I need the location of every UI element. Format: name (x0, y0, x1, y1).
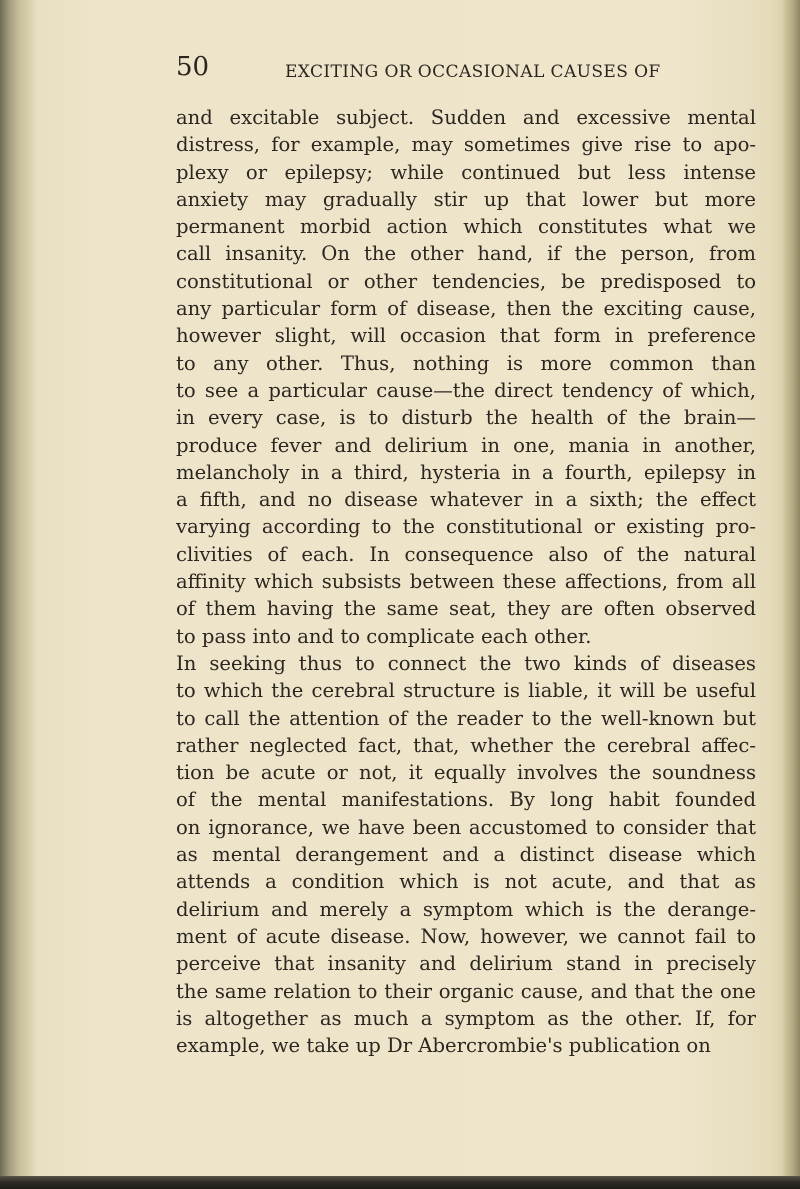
text-line: constitutional or other tendencies, be predisposed to (176, 269, 756, 293)
page-bottom-edge (0, 1176, 800, 1189)
text-line: to any other. Thus, nothing is more common than (176, 351, 756, 375)
page-header (176, 52, 762, 86)
text-line: In seeking thus to connect the two kinds of diseases (176, 651, 756, 675)
page-number: 50 (176, 52, 210, 82)
text-line: in every case, is to disturb the health of the brain— (176, 406, 756, 430)
text-line: produce fever and delirium in one, mania in another, (176, 433, 756, 457)
text-line: on ignorance, we have been accustomed to consider that (176, 815, 756, 839)
text-line: clivities of each. In consequence also of the natural (176, 542, 756, 566)
text-line: the same relation to their organic cause, and that the one (176, 979, 756, 1003)
text-line: example, we take up Dr Abercrombie's publication on (176, 1034, 711, 1058)
running-title: EXCITING OR OCCASIONAL CAUSES OF (285, 62, 661, 82)
text-line: as mental derangement and a distinct disease which (176, 843, 756, 867)
text-line: to see a particular cause—the direct tendency of which, (176, 378, 756, 402)
text-line: ment of acute disease. Now, however, we cannot fail to (176, 924, 756, 948)
text-line: tion be acute or not, it equally involves the soundness (176, 761, 756, 785)
text-line: to call the attention of the reader to the well-known but (176, 706, 756, 730)
text-line: to which the cerebral structure is liable, it will be useful (176, 679, 756, 703)
text-line: and excitable subject. Sudden and excessive mental (176, 106, 756, 129)
text-line: of the mental manifestations. By long habit founded (176, 788, 756, 812)
text-line: attends a condition which is not acute, and that as (176, 870, 756, 894)
text-line: plexy or epilepsy; while continued but less intense (176, 160, 756, 184)
text-line: however slight, will occasion that form in preference (176, 324, 756, 348)
body-text (176, 104, 756, 1059)
text-line: rather neglected fact, that, whether the cerebral affec- (176, 733, 756, 757)
text-line: a fifth, and no disease whatever in a sixth; the effect (176, 488, 756, 512)
page-edge-shadow-right (782, 0, 800, 1189)
page-binding-shadow-left (0, 0, 36, 1189)
text-line: delirium and merely a symptom which is the derange- (176, 897, 756, 921)
text-line: is altogether as much a symptom as the other. If, for (176, 1006, 756, 1030)
text-line: call insanity. On the other hand, if the person, from (176, 242, 756, 266)
text-line: of them having the same seat, they are often observed (176, 597, 756, 621)
text-line: melancholy in a third, hysteria in a fourth, epilepsy in (176, 460, 756, 484)
text-line: affinity which subsists between these affections, from all (176, 570, 756, 594)
text-line: varying according to the constitutional or existing pro- (176, 515, 756, 539)
text-line: to pass into and to complicate each other. (176, 624, 592, 648)
text-line: any particular form of disease, then the exciting cause, (176, 297, 756, 321)
text-line: anxiety may gradually stir up that lower but more (176, 187, 756, 211)
text-line: perceive that insanity and delirium stand in precisely (176, 952, 756, 976)
text-line: distress, for example, may sometimes give rise to apo- (176, 133, 756, 157)
text-line: permanent morbid action which constitutes what we (176, 215, 756, 239)
